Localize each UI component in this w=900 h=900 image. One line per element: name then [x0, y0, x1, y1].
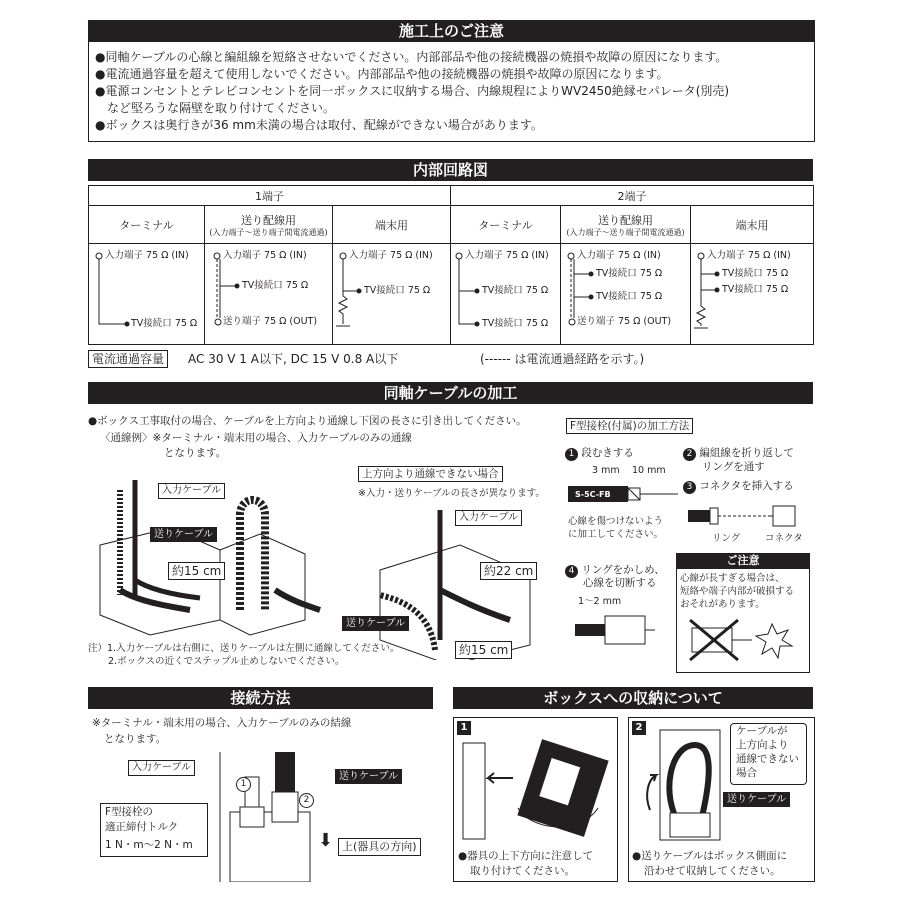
- caution-section-title: 施工上のご注意: [88, 20, 815, 42]
- tv-port-label: TV接続口 75 Ω: [596, 268, 663, 279]
- col-feed-label: 送り配線用: [241, 214, 296, 227]
- step-1-note-1: 心線を傷つけないよう: [568, 516, 664, 527]
- connection-feed-cable: 送りケーブル: [335, 769, 402, 784]
- tv-port-label: TV接続口 75 Ω: [364, 285, 431, 296]
- length-22cm-label: 約22 cm: [480, 562, 537, 580]
- caution-item-2: ●電流通過容量を超えて使用しないでください。内部部品や他の接続機器の焼損や故障の原因になります。: [95, 67, 669, 81]
- step-1-note-2: に加工してください。: [568, 529, 664, 540]
- col-terminal-1: ターミナル: [89, 206, 205, 244]
- step-4-text-b: 心線を切断する: [583, 577, 657, 589]
- cable-code: S-5C-FB: [575, 490, 611, 499]
- torque-text-1: F型接栓の: [105, 806, 154, 818]
- fixture-install-illustration: [458, 738, 612, 844]
- step-1-number: 1: [565, 448, 578, 461]
- connection-input-cable: 入力ケーブル: [128, 760, 195, 776]
- panel-1-caption-1: ●器具の上下方向に注意して: [458, 850, 594, 862]
- out-port-label: 送り端子 75 Ω (OUT): [577, 316, 672, 327]
- tv-port-label: TV接続口 75 Ω: [482, 285, 549, 296]
- step-4-text-a: リングをかしめ、: [581, 564, 665, 576]
- col-feed-sub: (入力端子～送り端子間電流通過): [209, 228, 328, 237]
- in-port-label: 入力端子 75 Ω (IN): [223, 250, 307, 261]
- diagram-2-terminal: [451, 244, 561, 345]
- panel-2-caption-2: 沿わせて収納してください。: [644, 865, 781, 877]
- length-15cm-label: 約15 cm: [168, 562, 225, 580]
- tv-port-label: TV接続口 75 Ω: [722, 268, 789, 279]
- caution-item-3: ●電源コンセントとテレビコンセントを同一ボックスに収納する場合、内線規程によりWV2450絶縁セパレータ(別売): [95, 84, 730, 98]
- col-end-2: 端末用: [691, 206, 814, 244]
- caution-item-4: ●ボックスは奥行きが36 mm未満の場合は取付、配線ができない場合があります。: [95, 118, 543, 132]
- in-port-label: 入力端子 75 Ω (IN): [707, 250, 791, 261]
- torque-text-2: 適正締付トルク: [105, 821, 179, 833]
- diagram-1-end: [333, 244, 451, 345]
- out-port-label: 送り端子 75 Ω (OUT): [223, 316, 318, 327]
- input-cable-label: 入力ケーブル: [158, 483, 225, 499]
- group-1-terminal: 1端子: [89, 186, 451, 206]
- caution-item-1: ●同軸ケーブルの心線と編組線を短絡させないでください。内部部品や他の接続機器の焼損や故障の原因になります。: [95, 50, 728, 64]
- torque-text-3: 1 N・m～2 N・m: [105, 839, 193, 851]
- col-feed-sub: (入力端子～送り端子間電流通過): [566, 228, 685, 237]
- col-feed-1: [205, 206, 333, 244]
- box-storage-title: ボックスへの収納について: [453, 687, 813, 709]
- panel-2-caption-1: ●送りケーブルはボックス側面に: [632, 850, 788, 862]
- caution-item-3b: など堅ろうな隔壁を取り付けてください。: [95, 101, 336, 115]
- capacity-value: AC 30 V 1 A以下, DC 15 V 0.8 A以下: [188, 352, 399, 366]
- in-port-label: 入力端子 75 Ω (IN): [105, 250, 189, 261]
- step-2-text-b: リングを通す: [702, 461, 765, 473]
- caution-text-1: 心線が長すぎる場合は、: [680, 573, 785, 584]
- caution-text-3: おそれがあります。: [680, 599, 765, 610]
- tv-port-label: TV接続口 75 Ω: [722, 284, 789, 295]
- dim-10mm: 10 mm: [632, 465, 666, 476]
- step-3-text: コネクタを挿入する: [699, 480, 794, 492]
- group-2-terminal: 2端子: [451, 186, 814, 206]
- diagram-1-feed: [205, 244, 333, 345]
- bubble-text-1: ケーブルが: [736, 725, 788, 737]
- panel-2-number: 2: [632, 721, 646, 735]
- current-path-legend: (------ は電流通過経路を示す。): [480, 352, 645, 366]
- connection-note-2: となります。: [104, 733, 167, 745]
- capacity-label: 電流通過容量: [88, 350, 168, 368]
- step-1: [565, 445, 634, 461]
- feed-cable-label: 送りケーブル: [150, 527, 217, 542]
- circuit-section-title: 内部回路図: [88, 159, 813, 181]
- bubble-text-4: 場合: [736, 767, 757, 779]
- col-feed-2: [561, 206, 691, 244]
- in-port-label: 入力端子 75 Ω (IN): [577, 250, 661, 261]
- caution-box-title: ご注意: [676, 553, 810, 569]
- cable-note-2: 2.ボックスの近くでステップル止めしないでください。: [108, 656, 345, 667]
- not-up-note: ※入力・送りケーブルの長さが異なります。: [358, 488, 545, 499]
- connection-note-1: ※ターミナル・端末用の場合、入力ケーブルのみの結線: [92, 717, 352, 729]
- connection-illustration: [210, 752, 320, 882]
- storage-feed-cable: 送りケーブル: [723, 792, 790, 807]
- tv-port-label: TV接続口 75 Ω: [242, 280, 309, 291]
- connection-step-2: 2: [299, 793, 314, 808]
- not-up-title: 上方向より通線できない場合: [358, 466, 503, 482]
- input-cable-label-2: 入力ケーブル: [455, 510, 522, 526]
- connector-label: コネクタ: [765, 533, 803, 544]
- tv-port-label: TV接続口 75 Ω: [596, 291, 663, 302]
- step-2-number: 2: [683, 448, 696, 461]
- connection-section-title: 接続方法: [88, 687, 433, 709]
- short-circuit-warning-illustration: [682, 614, 802, 666]
- up-direction-label: 上(器具の方向): [338, 838, 421, 856]
- connector-insert-illustration: [688, 500, 808, 530]
- cable-storage-illustration: [640, 725, 730, 845]
- dim-3mm: 3 mm: [592, 465, 620, 476]
- step-1-text: 段むきする: [581, 447, 634, 459]
- tv-port-label: TV接続口 75 Ω: [131, 318, 198, 329]
- cable-processing-title: 同軸ケーブルの加工: [88, 382, 813, 404]
- panel-1-caption-2: 取り付けてください。: [470, 865, 575, 877]
- diagram-2-end: [691, 244, 814, 345]
- caution-text-2: 短絡や端子内部が破損する: [680, 586, 795, 597]
- bubble-text-3: 通線できない: [736, 753, 799, 765]
- step-2-text-a: 編組線を折り返して: [699, 447, 794, 459]
- circuit-table: [88, 185, 814, 345]
- diagram-2-feed: [561, 244, 691, 345]
- step-3: [683, 478, 794, 494]
- cable-example-1: 〈通線例〉※ターミナル・端末用の場合、入力ケーブルのみの通線: [100, 432, 412, 444]
- col-terminal-2: ターミナル: [451, 206, 561, 244]
- in-port-label: 入力端子 75 Ω (IN): [465, 250, 549, 261]
- dim-1-2mm: 1～2 mm: [578, 596, 622, 607]
- step-3-number: 3: [683, 481, 696, 494]
- feed-cable-label-2: 送りケーブル: [342, 616, 409, 631]
- col-end-1: 端末用: [333, 206, 451, 244]
- length-15cm-label-2: 約15 cm: [455, 641, 512, 659]
- bubble-text-2: 上方向より: [736, 739, 789, 751]
- connection-step-1: 1: [236, 777, 251, 792]
- down-arrow-icon: ⬇: [318, 830, 334, 851]
- tv-port-label: TV接続口 75 Ω: [482, 318, 549, 329]
- step-4-number: 4: [565, 565, 578, 578]
- step-2: [683, 445, 794, 461]
- diagram-1-terminal: [89, 244, 205, 345]
- crimp-illustration: [575, 612, 665, 647]
- cable-bullet: ●ボックス工事取付の場合、ケーブルを上方向より通線し下図の長さに引き出してください。: [88, 415, 527, 427]
- col-feed-label: 送り配線用: [598, 214, 653, 227]
- in-port-label: 入力端子 75 Ω (IN): [349, 250, 433, 261]
- cable-example-2: となります。: [164, 447, 227, 459]
- panel-1-number: 1: [457, 721, 471, 735]
- ring-label: リング: [712, 533, 741, 544]
- cable-note-1: 注）1.入力ケーブルは右側に、送りケーブルは左側に通線してください。: [88, 643, 400, 654]
- f-connector-title: F型接栓(付属)の加工方法: [566, 418, 693, 434]
